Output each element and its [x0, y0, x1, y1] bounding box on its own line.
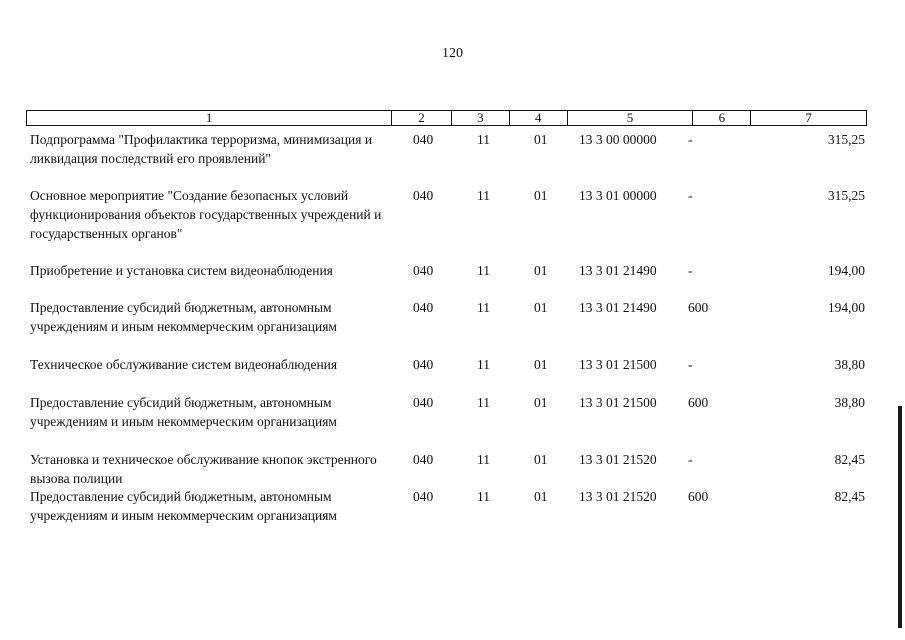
row-ved: 040 — [413, 489, 434, 504]
header-cell: 6 — [693, 111, 751, 125]
row-name: Предоставление субсидий бюджетным, автономным учреждениям и иным некоммерческим организациям — [30, 395, 337, 429]
header-cell: 3 — [452, 111, 510, 125]
row-ved: 040 — [413, 452, 434, 467]
row-name: Основное мероприятие "Создание безопасных условий функционирования объектов государственных учреждений и государственных органов" — [30, 188, 382, 241]
row-rz: 11 — [477, 263, 490, 278]
row-ved: 040 — [413, 188, 434, 203]
header-cell: 5 — [568, 111, 694, 125]
row-pr: 01 — [534, 489, 548, 504]
row-pr: 01 — [534, 188, 548, 203]
row-csr: 13 3 00 00000 — [579, 132, 657, 147]
row-pr: 01 — [534, 263, 548, 278]
row-vr: - — [688, 452, 693, 467]
row-rz: 11 — [477, 357, 490, 372]
row-csr: 13 3 01 21500 — [579, 395, 657, 410]
row-rz: 11 — [477, 395, 490, 410]
row-csr: 13 3 01 21500 — [579, 357, 657, 372]
row-vr: 600 — [688, 395, 709, 410]
row-csr: 13 3 01 21520 — [579, 489, 657, 504]
row-ved: 040 — [413, 263, 434, 278]
row-name: Подпрограмма "Профилактика терроризма, минимизация и ликвидация последствий его проявлений" — [30, 132, 373, 166]
header-cell: 1 — [27, 111, 392, 125]
row-vr: - — [688, 132, 693, 147]
row-name: Техническое обслуживание систем видеонаблюдения — [30, 357, 338, 372]
row-ved: 040 — [413, 395, 434, 410]
row-sum: 315,25 — [827, 132, 865, 147]
row-pr: 01 — [534, 395, 548, 410]
row-sum: 38,80 — [834, 395, 865, 410]
table-header — [26, 110, 867, 126]
row-sum: 38,80 — [834, 357, 865, 372]
row-pr: 01 — [534, 132, 548, 147]
row-ved: 040 — [413, 132, 434, 147]
row-rz: 11 — [477, 132, 490, 147]
row-name: Предоставление субсидий бюджетным, автономным учреждениям и иным некоммерческим организациям — [30, 489, 337, 523]
row-rz: 11 — [477, 452, 490, 467]
row-ved: 040 — [413, 357, 434, 372]
row-vr: - — [688, 263, 693, 278]
row-ved: 040 — [413, 300, 434, 315]
row-csr: 13 3 01 21490 — [579, 263, 657, 278]
page-number: 120 — [442, 46, 463, 61]
row-vr: 600 — [688, 489, 709, 504]
row-sum: 82,45 — [834, 452, 865, 467]
header-cell: 4 — [510, 111, 568, 125]
row-vr: - — [688, 188, 693, 203]
row-vr: - — [688, 357, 693, 372]
header-cell: 2 — [392, 111, 452, 125]
row-sum: 82,45 — [834, 489, 865, 504]
row-sum: 194,00 — [827, 300, 865, 315]
row-name: Приобретение и установка систем видеонаблюдения — [30, 263, 333, 278]
row-vr: 600 — [688, 300, 709, 315]
row-name: Установка и техническое обслуживание кнопок экстренного вызова полиции — [30, 452, 377, 486]
row-name: Предоставление субсидий бюджетным, автономным учреждениям и иным некоммерческим организациям — [30, 300, 337, 334]
header-cell: 7 — [805, 110, 812, 125]
row-sum: 315,25 — [827, 188, 865, 203]
row-csr: 13 3 01 21490 — [579, 300, 657, 315]
row-csr: 13 3 01 21520 — [579, 452, 657, 467]
row-rz: 11 — [477, 188, 490, 203]
row-pr: 01 — [534, 357, 548, 372]
row-sum: 194,00 — [827, 263, 865, 278]
row-rz: 11 — [477, 300, 490, 315]
row-pr: 01 — [534, 300, 548, 315]
row-csr: 13 3 01 00000 — [579, 188, 657, 203]
row-rz: 11 — [477, 489, 490, 504]
scan-edge-mark — [898, 406, 902, 628]
row-pr: 01 — [534, 452, 548, 467]
